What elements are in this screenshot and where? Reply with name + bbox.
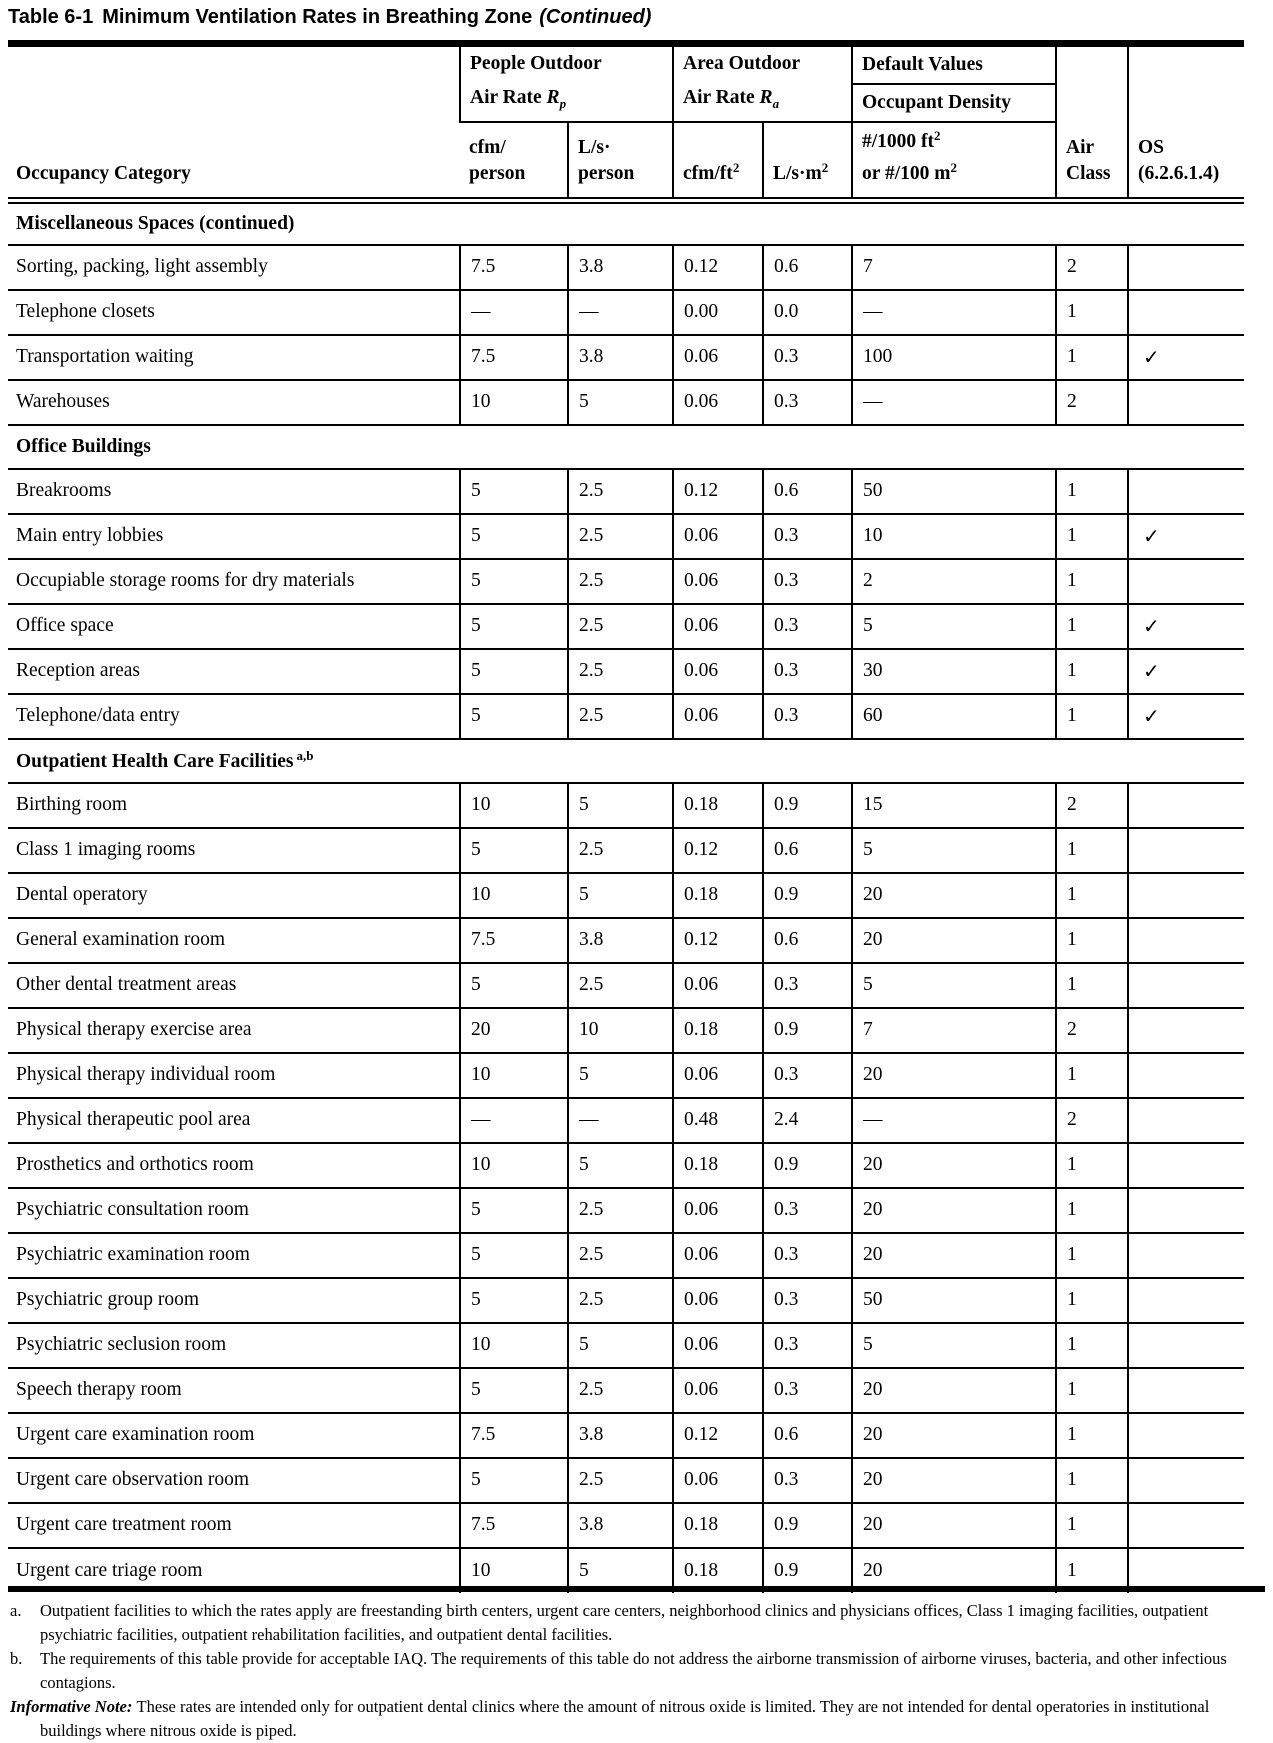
cell-air-class: 1	[1056, 1278, 1128, 1323]
footnote-lead: Informative Note:	[10, 1697, 137, 1716]
cell-ls-person: 2.5	[568, 649, 673, 694]
cell-os-checkmark	[1128, 1458, 1244, 1503]
cell-air-class: 1	[1056, 1413, 1128, 1458]
cell-occupant-density: 5	[852, 1323, 1056, 1368]
cell-cfm-ft2: 0.06	[673, 559, 763, 604]
cell-air-class: 1	[1056, 559, 1128, 604]
column-header-occupancy-category: Occupancy Category	[8, 44, 460, 201]
cell-ls-person: 2.5	[568, 1233, 673, 1278]
cell-cfm-ft2: 0.18	[673, 1143, 763, 1188]
cell-air-class: 1	[1056, 1548, 1128, 1593]
cell-ls-m2: 0.3	[763, 963, 852, 1008]
table-row	[8, 559, 1244, 604]
cell-occupant-density: —	[852, 1098, 1056, 1143]
cell-ls-m2: 2.4	[763, 1098, 852, 1143]
cell-os-checkmark	[1128, 559, 1244, 604]
cell-occupant-density: 7	[852, 1008, 1056, 1053]
cell-cfm-ft2: 0.18	[673, 783, 763, 828]
column-header-cfm-ft2: cfm/$ft^2$	[673, 122, 763, 201]
cell-ls-person: 2.5	[568, 514, 673, 559]
cell-ls-m2: 0.6	[763, 469, 852, 514]
cell-cfm-ft2: 0.06	[673, 1368, 763, 1413]
cell-ls-person: 3.8	[568, 1413, 673, 1458]
cell-occupancy-category: Physical therapy individual room	[8, 1053, 460, 1098]
cell-ls-person: 5	[568, 1548, 673, 1593]
cell-cfm-person: 5	[460, 559, 568, 604]
table-row	[8, 514, 1244, 559]
cell-occupancy-category: Psychiatric consultation room	[8, 1188, 460, 1233]
table-row	[8, 1368, 1244, 1413]
cell-ls-m2: 0.3	[763, 514, 852, 559]
cell-cfm-person: 5	[460, 514, 568, 559]
column-header-os: OS (6.2.6.1.4)	[1128, 44, 1244, 201]
rate-symbol-ra: R	[759, 87, 773, 108]
cell-os-checkmark	[1128, 469, 1244, 514]
column-header-ls-person: L/s· person	[568, 122, 673, 201]
cell-air-class: 1	[1056, 1053, 1128, 1098]
cell-ls-person: 5	[568, 1053, 673, 1098]
cell-cfm-person: 7.5	[460, 1503, 568, 1548]
cell-cfm-ft2: 0.06	[673, 649, 763, 694]
column-header-air-class: Air Class	[1056, 44, 1128, 201]
section-header-row	[8, 739, 1244, 783]
cell-cfm-ft2: 0.18	[673, 1008, 763, 1053]
cell-air-class: 1	[1056, 918, 1128, 963]
cell-os-checkmark	[1128, 828, 1244, 873]
cell-cfm-ft2: 0.48	[673, 1098, 763, 1143]
column-subgroup-occupant-density: Occupant Density	[852, 84, 1056, 122]
table-row	[8, 1278, 1244, 1323]
cell-occupancy-category: Transportation waiting	[8, 335, 460, 380]
cell-occupancy-category: Class 1 imaging rooms	[8, 828, 460, 873]
cell-cfm-person: 5	[460, 1458, 568, 1503]
cell-cfm-person: 5	[460, 1278, 568, 1323]
cell-ls-m2: 0.6	[763, 1413, 852, 1458]
cell-occupant-density: 60	[852, 694, 1056, 739]
cell-ls-person: —	[568, 290, 673, 335]
cell-ls-person: 5	[568, 1323, 673, 1368]
section-title: Office Buildings	[8, 425, 1244, 469]
cell-ls-m2: 0.9	[763, 1143, 852, 1188]
cell-occupant-density: 5	[852, 828, 1056, 873]
cell-occupancy-category: Speech therapy room	[8, 1368, 460, 1413]
cell-os-checkmark	[1128, 1008, 1244, 1053]
cell-os-checkmark	[1128, 1413, 1244, 1458]
table-row	[8, 335, 1244, 380]
cell-occupant-density: 20	[852, 918, 1056, 963]
column-group-area-outdoor-air-rate: Area Outdoor Air Rate $R_a$	[673, 44, 852, 123]
cell-occupant-density: 10	[852, 514, 1056, 559]
cell-cfm-ft2: 0.06	[673, 1233, 763, 1278]
table-row	[8, 918, 1244, 963]
table-row	[8, 828, 1244, 873]
table-row	[8, 469, 1244, 514]
cell-ls-m2: 0.3	[763, 380, 852, 425]
cell-cfm-person: 10	[460, 1548, 568, 1593]
cell-ls-person: 2.5	[568, 1368, 673, 1413]
cell-ls-person: 5	[568, 1143, 673, 1188]
cell-ls-m2: 0.3	[763, 1278, 852, 1323]
table-row	[8, 1053, 1244, 1098]
cell-os-checkmark: ✓	[1128, 604, 1244, 649]
cell-occupancy-category: Other dental treatment areas	[8, 963, 460, 1008]
column-group-default-values: Default Values	[852, 44, 1056, 85]
cell-os-checkmark	[1128, 245, 1244, 290]
table-row	[8, 1143, 1244, 1188]
cell-ls-person: 2.5	[568, 1278, 673, 1323]
cell-air-class: 1	[1056, 1143, 1128, 1188]
cell-ls-m2: 0.3	[763, 1233, 852, 1278]
cell-ls-m2: 0.3	[763, 694, 852, 739]
cell-air-class: 1	[1056, 469, 1128, 514]
cell-os-checkmark	[1128, 1098, 1244, 1143]
cell-air-class: 1	[1056, 1233, 1128, 1278]
cell-air-class: 1	[1056, 514, 1128, 559]
cell-ls-person: 5	[568, 380, 673, 425]
cell-occupant-density: 15	[852, 783, 1056, 828]
cell-occupancy-category: Warehouses	[8, 380, 460, 425]
cell-occupancy-category: Occupiable storage rooms for dry materials	[8, 559, 460, 604]
cell-cfm-person: 10	[460, 783, 568, 828]
table-body	[8, 201, 1244, 1593]
cell-ls-person: 3.8	[568, 918, 673, 963]
cell-occupant-density: 5	[852, 604, 1056, 649]
cell-air-class: 1	[1056, 649, 1128, 694]
cell-occupant-density: 20	[852, 1233, 1056, 1278]
cell-ls-person: 2.5	[568, 828, 673, 873]
cell-occupant-density: 20	[852, 1503, 1056, 1548]
table-row	[8, 604, 1244, 649]
cell-cfm-ft2: 0.06	[673, 514, 763, 559]
cell-occupancy-category: Psychiatric seclusion room	[8, 1323, 460, 1368]
cell-os-checkmark	[1128, 963, 1244, 1008]
cell-cfm-ft2: 0.00	[673, 290, 763, 335]
cell-occupancy-category: Urgent care triage room	[8, 1548, 460, 1593]
table-title	[8, 6, 651, 29]
cell-cfm-person: 5	[460, 649, 568, 694]
cell-os-checkmark	[1128, 290, 1244, 335]
cell-occupant-density: 20	[852, 873, 1056, 918]
cell-air-class: 2	[1056, 245, 1128, 290]
cell-cfm-person: 5	[460, 963, 568, 1008]
cell-occupancy-category: Psychiatric group room	[8, 1278, 460, 1323]
cell-ls-m2: 0.9	[763, 1008, 852, 1053]
cell-occupancy-category: Telephone/data entry	[8, 694, 460, 739]
header-row-groups	[8, 44, 1244, 85]
cell-cfm-person: 10	[460, 1323, 568, 1368]
cell-ls-person: 2.5	[568, 694, 673, 739]
cell-ls-person: 5	[568, 783, 673, 828]
cell-ls-m2: 0.6	[763, 918, 852, 963]
cell-air-class: 1	[1056, 873, 1128, 918]
cell-occupancy-category: Psychiatric examination room	[8, 1233, 460, 1278]
cell-occupancy-category: Breakrooms	[8, 469, 460, 514]
table-row	[8, 694, 1244, 739]
cell-os-checkmark: ✓	[1128, 694, 1244, 739]
cell-cfm-ft2: 0.06	[673, 335, 763, 380]
footnote: b. The requirements of this table provide for acceptable IAQ. The requirements of this table do not address the airborne transmission of airborne viruses, bacteria, and other infectious contagions.	[10, 1649, 1227, 1692]
table-row	[8, 290, 1244, 335]
table-row	[8, 649, 1244, 694]
cell-cfm-person: 5	[460, 828, 568, 873]
table-row	[8, 963, 1244, 1008]
cell-occupancy-category: Reception areas	[8, 649, 460, 694]
cell-occupancy-category: Urgent care treatment room	[8, 1503, 460, 1548]
cell-air-class: 1	[1056, 694, 1128, 739]
cell-ls-m2: 0.3	[763, 649, 852, 694]
table-row	[8, 380, 1244, 425]
cell-air-class: 2	[1056, 1008, 1128, 1053]
table-row	[8, 245, 1244, 290]
cell-cfm-person: 20	[460, 1008, 568, 1053]
cell-os-checkmark	[1128, 1233, 1244, 1278]
cell-air-class: 1	[1056, 1323, 1128, 1368]
cell-ls-person: 2.5	[568, 1188, 673, 1233]
cell-os-checkmark	[1128, 1053, 1244, 1098]
table-row	[8, 1458, 1244, 1503]
cell-cfm-ft2: 0.18	[673, 873, 763, 918]
cell-occupancy-category: Telephone closets	[8, 290, 460, 335]
cell-os-checkmark	[1128, 918, 1244, 963]
table-number: Table 6-1	[8, 6, 94, 28]
cell-air-class: 1	[1056, 1503, 1128, 1548]
cell-air-class: 1	[1056, 1368, 1128, 1413]
cell-occupant-density: 50	[852, 469, 1056, 514]
cell-air-class: 1	[1056, 604, 1128, 649]
table-row	[8, 783, 1244, 828]
table-bottom-rule	[8, 1586, 1265, 1592]
footnotes	[10, 1599, 1268, 1743]
section-title: Outpatient Health Care Facilities $^{a,b}$	[8, 739, 1244, 783]
section-header-row	[8, 425, 1244, 469]
cell-ls-person: 5	[568, 873, 673, 918]
cell-ls-m2: 0.0	[763, 290, 852, 335]
cell-ls-person: 3.8	[568, 335, 673, 380]
cell-ls-m2: 0.3	[763, 1368, 852, 1413]
rate-symbol-rp: R	[546, 87, 560, 108]
cell-occupancy-category: General examination room	[8, 918, 460, 963]
cell-air-class: 1	[1056, 335, 1128, 380]
cell-ls-person: 2.5	[568, 1458, 673, 1503]
cell-cfm-ft2: 0.12	[673, 469, 763, 514]
cell-cfm-person: 5	[460, 1368, 568, 1413]
cell-ls-m2: 0.9	[763, 1548, 852, 1593]
table-title-text: Minimum Ventilation Rates in Breathing Zone	[102, 6, 533, 28]
cell-cfm-ft2: 0.18	[673, 1548, 763, 1593]
column-header-density-units: #/1000 $ft^2$ or #/100 $m^2$	[852, 122, 1056, 201]
cell-occupant-density: 20	[852, 1368, 1056, 1413]
cell-ls-m2: 0.6	[763, 245, 852, 290]
cell-cfm-person: 10	[460, 1053, 568, 1098]
cell-cfm-person: 10	[460, 873, 568, 918]
cell-ls-m2: 0.9	[763, 1503, 852, 1548]
cell-ls-person: 10	[568, 1008, 673, 1053]
cell-occupant-density: 7	[852, 245, 1056, 290]
cell-os-checkmark	[1128, 873, 1244, 918]
cell-cfm-person: —	[460, 290, 568, 335]
section-header-row	[8, 201, 1244, 245]
cell-air-class: 2	[1056, 380, 1128, 425]
cell-cfm-ft2: 0.12	[673, 918, 763, 963]
cell-cfm-person: 5	[460, 694, 568, 739]
cell-cfm-person: 10	[460, 1143, 568, 1188]
table-header	[8, 44, 1244, 201]
cell-cfm-ft2: 0.06	[673, 1458, 763, 1503]
cell-air-class: 2	[1056, 783, 1128, 828]
ventilation-rates-table	[8, 40, 1244, 1593]
table-continued-label: (Continued)	[539, 6, 652, 28]
cell-ls-m2: 0.9	[763, 873, 852, 918]
footnote: Informative Note: These rates are intended only for outpatient dental clinics where the amount of nitrous oxide is limited. They are not intended for dental operatories in institutional buildings where nitrous oxide is piped.	[10, 1697, 1210, 1740]
cell-os-checkmark: ✓	[1128, 649, 1244, 694]
cell-occupancy-category: Urgent care examination room	[8, 1413, 460, 1458]
cell-occupant-density: 100	[852, 335, 1056, 380]
cell-cfm-person: 5	[460, 469, 568, 514]
section-title: Miscellaneous Spaces (continued)	[8, 201, 1244, 245]
cell-cfm-ft2: 0.06	[673, 380, 763, 425]
cell-air-class: 1	[1056, 1458, 1128, 1503]
table-row	[8, 1233, 1244, 1278]
cell-os-checkmark	[1128, 1278, 1244, 1323]
cell-ls-person: 2.5	[568, 604, 673, 649]
cell-cfm-ft2: 0.06	[673, 1053, 763, 1098]
cell-occupancy-category: Sorting, packing, light assembly	[8, 245, 460, 290]
cell-ls-m2: 0.3	[763, 335, 852, 380]
cell-ls-person: 2.5	[568, 963, 673, 1008]
cell-occupancy-category: Office space	[8, 604, 460, 649]
cell-cfm-person: 5	[460, 1233, 568, 1278]
cell-cfm-ft2: 0.06	[673, 604, 763, 649]
column-group-people-outdoor-air-rate: People Outdoor Air Rate $R_p$	[460, 44, 673, 123]
table-row	[8, 1188, 1244, 1233]
cell-occupant-density: 20	[852, 1413, 1056, 1458]
cell-air-class: 1	[1056, 963, 1128, 1008]
cell-os-checkmark: ✓	[1128, 514, 1244, 559]
cell-occupancy-category: Urgent care observation room	[8, 1458, 460, 1503]
footnote: a. Outpatient facilities to which the rates apply are freestanding birth centers, urgent care centers, neighborhood clinics and physicians offices, Class 1 imaging facilities, outpatient psychiatric facilities, outpatient rehabilitation facilities, and outpatient dental facilities.	[10, 1601, 1209, 1644]
cell-os-checkmark	[1128, 380, 1244, 425]
cell-os-checkmark	[1128, 1143, 1244, 1188]
cell-cfm-ft2: 0.12	[673, 245, 763, 290]
table-row	[8, 873, 1244, 918]
cell-ls-person: —	[568, 1098, 673, 1143]
cell-os-checkmark	[1128, 1503, 1244, 1548]
cell-air-class: 1	[1056, 1188, 1128, 1233]
cell-os-checkmark: ✓	[1128, 335, 1244, 380]
cell-cfm-person: 5	[460, 604, 568, 649]
cell-cfm-ft2: 0.06	[673, 694, 763, 739]
cell-ls-m2: 0.3	[763, 604, 852, 649]
section-footnote-reference: a,b	[296, 748, 314, 763]
cell-cfm-ft2: 0.18	[673, 1503, 763, 1548]
cell-os-checkmark	[1128, 783, 1244, 828]
cell-occupant-density: 30	[852, 649, 1056, 694]
table-row	[8, 1098, 1244, 1143]
table-row	[8, 1323, 1244, 1368]
cell-ls-person: 2.5	[568, 469, 673, 514]
cell-occupant-density: 20	[852, 1188, 1056, 1233]
cell-cfm-person: 7.5	[460, 245, 568, 290]
cell-ls-m2: 0.3	[763, 559, 852, 604]
cell-cfm-ft2: 0.12	[673, 828, 763, 873]
cell-occupant-density: 20	[852, 1548, 1056, 1593]
cell-cfm-person: 7.5	[460, 918, 568, 963]
cell-cfm-person: 7.5	[460, 1413, 568, 1458]
cell-os-checkmark	[1128, 1188, 1244, 1233]
column-header-ls-m2: $L/s\cdot m^2$	[763, 122, 852, 201]
cell-cfm-ft2: 0.06	[673, 1278, 763, 1323]
cell-occupancy-category: Prosthetics and orthotics room	[8, 1143, 460, 1188]
table-row	[8, 1413, 1244, 1458]
cell-cfm-ft2: 0.06	[673, 1188, 763, 1233]
cell-occupant-density: —	[852, 380, 1056, 425]
cell-occupancy-category: Birthing room	[8, 783, 460, 828]
cell-ls-person: 3.8	[568, 1503, 673, 1548]
table-row	[8, 1008, 1244, 1053]
cell-occupant-density: 20	[852, 1143, 1056, 1188]
column-header-cfm-person: cfm/ person	[460, 122, 568, 201]
cell-ls-m2: 0.3	[763, 1323, 852, 1368]
cell-air-class: 2	[1056, 1098, 1128, 1143]
cell-cfm-person: 7.5	[460, 335, 568, 380]
cell-cfm-person: —	[460, 1098, 568, 1143]
cell-cfm-person: 10	[460, 380, 568, 425]
footnote-marker: b.	[10, 1649, 23, 1668]
cell-ls-m2: 0.9	[763, 783, 852, 828]
cell-occupancy-category: Dental operatory	[8, 873, 460, 918]
cell-occupancy-category: Physical therapy exercise area	[8, 1008, 460, 1053]
cell-os-checkmark	[1128, 1368, 1244, 1413]
cell-ls-m2: 0.6	[763, 828, 852, 873]
cell-occupant-density: 5	[852, 963, 1056, 1008]
cell-ls-person: 3.8	[568, 245, 673, 290]
cell-os-checkmark	[1128, 1323, 1244, 1368]
cell-cfm-person: 5	[460, 1188, 568, 1233]
cell-air-class: 1	[1056, 828, 1128, 873]
cell-air-class: 1	[1056, 290, 1128, 335]
cell-occupant-density: 50	[852, 1278, 1056, 1323]
cell-occupant-density: 2	[852, 559, 1056, 604]
cell-cfm-ft2: 0.12	[673, 1413, 763, 1458]
cell-ls-person: 2.5	[568, 559, 673, 604]
cell-cfm-ft2: 0.06	[673, 1323, 763, 1368]
cell-cfm-ft2: 0.06	[673, 963, 763, 1008]
cell-ls-m2: 0.3	[763, 1053, 852, 1098]
cell-ls-m2: 0.3	[763, 1458, 852, 1503]
cell-ls-m2: 0.3	[763, 1188, 852, 1233]
cell-occupancy-category: Main entry lobbies	[8, 514, 460, 559]
cell-occupant-density: 20	[852, 1053, 1056, 1098]
cell-occupant-density: 20	[852, 1458, 1056, 1503]
cell-occupant-density: —	[852, 290, 1056, 335]
table-row	[8, 1503, 1244, 1548]
cell-occupancy-category: Physical therapeutic pool area	[8, 1098, 460, 1143]
footnote-marker: a.	[10, 1601, 22, 1620]
